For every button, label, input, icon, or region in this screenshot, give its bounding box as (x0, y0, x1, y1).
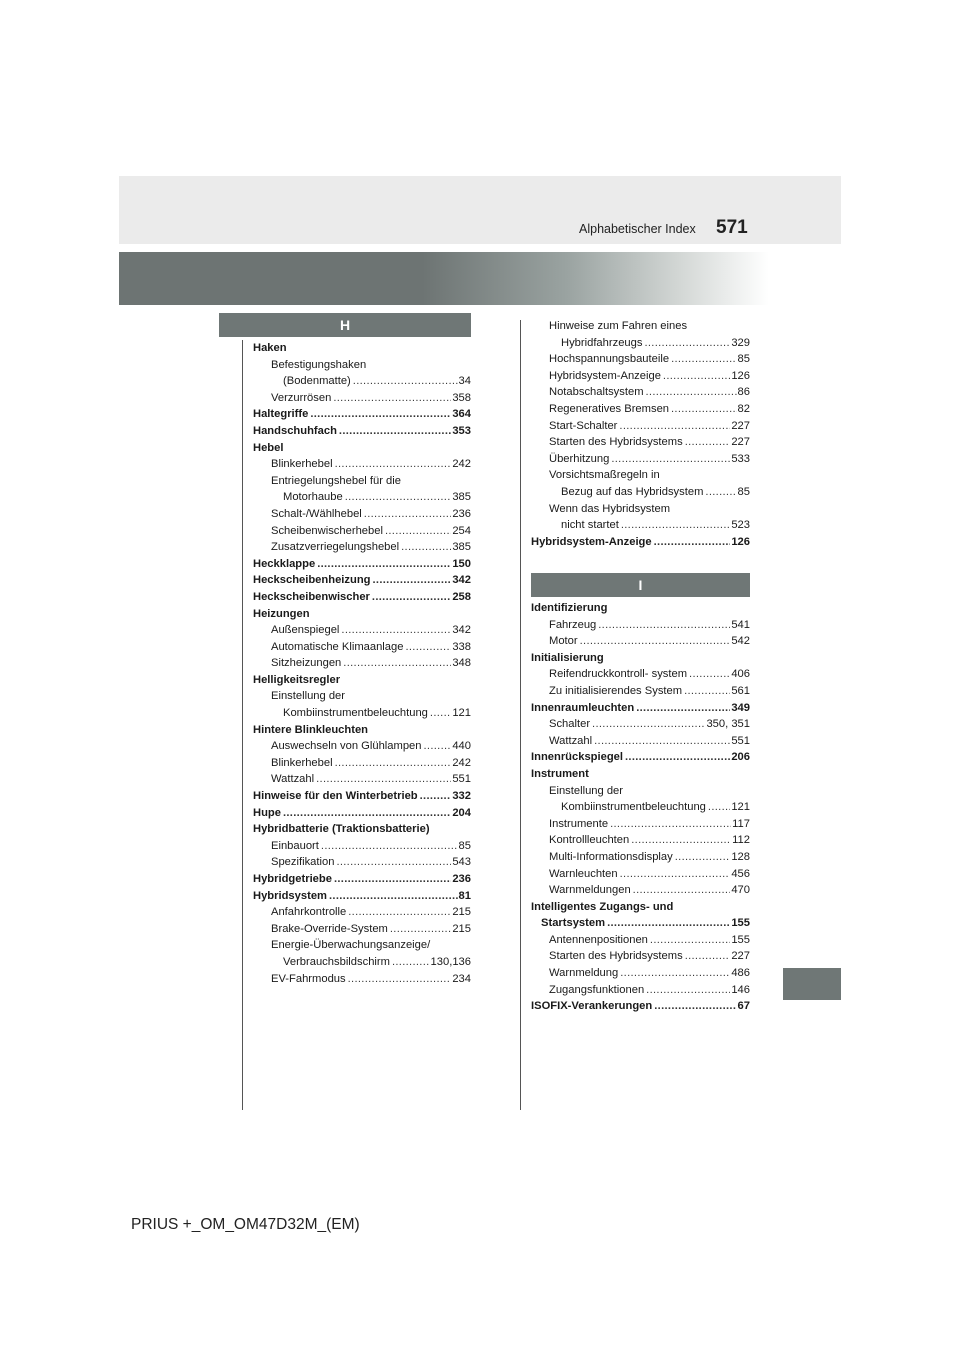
dot-leader (392, 954, 430, 971)
index-term: Haken (253, 342, 287, 354)
index-term: Entriegelungshebel für die (271, 474, 401, 487)
index-term: Initialisierung (531, 651, 604, 664)
page-reference: 332 (452, 790, 471, 803)
index-term: Innenrückspiegel (531, 751, 624, 764)
index-term: Hochspannungsbauteile (549, 353, 670, 366)
dot-leader (373, 572, 452, 589)
index-term: Hybridfahrzeugs (561, 336, 643, 349)
index-entry (253, 904, 471, 921)
index-entry (253, 954, 471, 971)
index-entry (253, 937, 471, 954)
index-term: Kombiinstrumentbeleuchtung (561, 801, 706, 814)
index-entry (253, 888, 471, 905)
index-term: Notabschaltsystem (549, 386, 644, 399)
page-reference: 349 (731, 701, 750, 714)
page-reference: 130,136 (430, 955, 471, 968)
page-reference: 329 (731, 336, 750, 349)
index-term: Kombiinstrumentbeleuchtung (283, 707, 428, 720)
dot-leader (654, 998, 736, 1015)
index-entry (253, 406, 471, 423)
dot-leader (654, 534, 731, 551)
dot-leader (671, 351, 736, 368)
index-entry (253, 539, 471, 556)
index-entry (531, 517, 750, 534)
page-reference: 242 (452, 756, 471, 769)
index-term: Verbrauchsbildschirm (283, 955, 390, 968)
index-term: Wattzahl (271, 773, 315, 786)
page-reference: 126 (731, 535, 750, 548)
index-column-right-bottom (531, 600, 750, 1015)
index-term: Automatische Klimaanlage (271, 640, 404, 653)
index-term: nicht startet (561, 519, 619, 532)
index-entry (531, 650, 750, 667)
index-entry (253, 871, 471, 888)
dot-leader (636, 700, 730, 717)
index-entry (253, 489, 471, 506)
page-reference: 227 (731, 436, 750, 449)
index-term: Wattzahl (549, 734, 593, 747)
dot-leader (607, 915, 730, 932)
page-reference: 523 (731, 519, 750, 532)
dot-leader (317, 556, 451, 573)
index-term: Schalt-/Wählhebel (271, 507, 362, 520)
dot-leader (401, 539, 451, 556)
page-reference: 121 (452, 707, 471, 720)
index-entry (253, 357, 471, 374)
index-term: Zu initialisierendes System (549, 684, 683, 697)
index-term: Hybridsystem-Anzeige (549, 369, 661, 382)
index-entry (253, 390, 471, 407)
page-reference: 551 (452, 773, 471, 786)
index-term: Warnmeldungen (549, 884, 631, 897)
index-entry (253, 821, 471, 838)
index-term: Auswechseln von Glühlampen (271, 740, 422, 753)
index-entry (531, 318, 750, 335)
index-term: Heckscheibenheizung (253, 574, 371, 587)
index-entry (531, 733, 750, 750)
index-term: Einstellung der (271, 690, 346, 703)
page-reference: 543 (452, 856, 471, 869)
dot-leader (646, 982, 730, 999)
dot-leader (353, 373, 458, 390)
dot-leader (619, 418, 730, 435)
page-reference: 117 (732, 817, 750, 830)
page-reference: 541 (731, 618, 750, 631)
page-reference: 353 (452, 424, 471, 437)
section-heading-h: H (219, 313, 471, 337)
index-term: Spezifikation (271, 856, 335, 869)
index-entry (531, 335, 750, 352)
index-term: Hinweise zum Fahren eines (549, 320, 688, 332)
index-term: Heckscheibenwischer (253, 590, 370, 603)
index-term: ISOFIX-Verankerungen (531, 1000, 653, 1013)
page-reference: 364 (452, 408, 471, 421)
index-entry (531, 633, 750, 650)
page-reference: 126 (731, 369, 750, 382)
index-entry (253, 738, 471, 755)
page-reference: 234 (452, 972, 471, 985)
index-entry (253, 589, 471, 606)
index-entry (253, 838, 471, 855)
dot-leader (598, 617, 730, 634)
index-entry (253, 755, 471, 772)
middle-column-rule (520, 320, 521, 1110)
dot-leader (345, 489, 452, 506)
page-reference: 385 (452, 491, 471, 504)
index-entry (531, 351, 750, 368)
index-term: Instrumente (549, 817, 609, 830)
index-term: Zusatzverriegelungshebel (271, 541, 400, 554)
page-reference: 385 (452, 541, 471, 554)
index-entry (531, 882, 750, 899)
page-reference: 440 (452, 740, 471, 753)
index-term: Brake-Override-System (271, 922, 388, 935)
index-term: Warnleuchten (549, 867, 618, 880)
index-term: Zugangsfunktionen (549, 983, 645, 996)
page-reference: 258 (452, 590, 471, 603)
index-entry (531, 866, 750, 883)
index-term: Multi-Informationsdisplay (549, 850, 673, 863)
index-entry (531, 749, 750, 766)
chapter-banner (119, 252, 841, 305)
index-term: Einstellung der (549, 784, 624, 797)
index-entry (531, 368, 750, 385)
index-term: Instrument (531, 767, 589, 780)
index-term: Fahrzeug (549, 618, 597, 631)
page-number: 571 (716, 217, 748, 238)
index-term: Warnmeldung (549, 967, 619, 980)
page-reference: 34 (458, 375, 471, 388)
dot-leader (684, 683, 730, 700)
index-entry (253, 622, 471, 639)
page-reference: 155 (731, 917, 750, 930)
index-entry (531, 666, 750, 683)
index-entry (253, 556, 471, 573)
dot-leader (336, 854, 451, 871)
index-entry (253, 473, 471, 490)
index-entry (253, 340, 471, 357)
index-term: Außenspiegel (271, 624, 340, 637)
dot-leader (705, 484, 736, 501)
dot-leader (685, 948, 731, 965)
index-entry (253, 921, 471, 938)
page-reference: 86 (737, 386, 750, 399)
index-entry (253, 423, 471, 440)
index-term: Heckklappe (253, 557, 316, 570)
dot-leader (405, 639, 451, 656)
index-term: Einbauort (271, 839, 319, 852)
index-entry (531, 700, 750, 717)
dot-leader (372, 589, 451, 606)
dot-leader (335, 755, 452, 772)
dot-leader (420, 788, 452, 805)
index-entry (253, 705, 471, 722)
dot-leader (671, 401, 737, 418)
page-reference: 358 (452, 391, 471, 404)
page-reference: 350, 351 (706, 718, 750, 731)
page-reference: 112 (732, 834, 750, 847)
page-reference: 486 (731, 967, 750, 980)
page-reference: 204 (452, 806, 471, 819)
dot-leader (631, 832, 731, 849)
index-entry (531, 799, 750, 816)
page-reference: 342 (452, 574, 471, 587)
index-entry (531, 716, 750, 733)
dot-leader (390, 921, 451, 938)
index-term: Verzurrösen (271, 391, 332, 404)
index-entry (531, 434, 750, 451)
index-entry (253, 606, 471, 623)
dot-leader (424, 738, 452, 755)
index-entry (531, 617, 750, 634)
dot-leader (689, 666, 730, 683)
dot-leader (385, 523, 451, 540)
index-term: Hinweise für den Winterbetrieb (253, 790, 418, 803)
page-reference: 206 (731, 751, 750, 764)
page-reference: 155 (731, 933, 750, 946)
index-entry (531, 849, 750, 866)
index-term: Starten des Hybridsystems (549, 436, 683, 449)
index-term: Hintere Blinkleuchten (253, 723, 369, 736)
page-reference: 242 (452, 458, 471, 471)
index-entry (253, 854, 471, 871)
index-entry (253, 771, 471, 788)
index-term: Anfahrkontrolle (271, 906, 347, 919)
page-reference: 81 (458, 889, 471, 902)
index-term: Haltegriffe (253, 408, 309, 421)
index-entry (531, 451, 750, 468)
index-term: Kontrollleuchten (549, 834, 630, 847)
index-entry (531, 418, 750, 435)
index-term: Wenn das Hybridsystem (549, 502, 671, 515)
page-reference: 342 (452, 624, 471, 637)
index-term: Hupe (253, 806, 281, 819)
page-reference: 85 (737, 353, 750, 366)
index-entry (531, 766, 750, 783)
page-reference: 533 (731, 452, 750, 465)
index-entry (531, 534, 750, 551)
index-term: Intelligentes Zugangs- und (531, 900, 674, 913)
index-entry (253, 373, 471, 390)
index-term: Blinkerhebel (271, 756, 333, 769)
page-reference: 348 (452, 657, 471, 670)
page-reference: 227 (731, 950, 750, 963)
dot-leader (685, 434, 731, 451)
index-entry (531, 998, 750, 1015)
page-reference: 551 (731, 734, 750, 747)
index-term: Heizungen (253, 607, 310, 620)
index-entry (531, 932, 750, 949)
page-reference: 128 (731, 850, 750, 863)
page-reference: 150 (452, 557, 471, 570)
index-entry (531, 501, 750, 518)
dot-leader (430, 705, 451, 722)
dot-leader (646, 384, 737, 401)
index-entry (253, 440, 471, 457)
index-term: Hybridgetriebe (253, 873, 332, 885)
index-term: Energie-Überwachungsanzeige/ (271, 939, 431, 952)
index-term: Helligkeitsregler (253, 673, 341, 686)
index-term: Handschuhfach (253, 424, 337, 437)
index-column-right-top (531, 318, 750, 550)
index-term: Vorsichtsmaßregeln in (549, 469, 660, 482)
index-entry (531, 982, 750, 999)
dot-leader (335, 456, 452, 473)
dot-leader (348, 971, 452, 988)
index-entry (253, 572, 471, 589)
index-term: Motor (549, 635, 578, 648)
page-reference: 338 (452, 640, 471, 653)
dot-leader (621, 517, 731, 534)
index-entry (253, 672, 471, 689)
page-reference: 470 (731, 884, 750, 897)
index-entry (253, 688, 471, 705)
section-heading-i: I (531, 573, 750, 597)
index-term: Identifizierung (531, 602, 608, 614)
page-reference: 236 (452, 873, 471, 885)
index-entry (531, 832, 750, 849)
index-entry (531, 600, 750, 617)
index-column-left (253, 340, 471, 987)
page-reference: 254 (452, 524, 471, 537)
index-term: Sitzheizungen (271, 657, 342, 670)
dot-leader (310, 406, 451, 423)
dot-leader (633, 882, 731, 899)
page-reference: 227 (731, 419, 750, 432)
index-term: Hybridbatterie (Traktionsbatterie) (253, 823, 430, 836)
index-entry (253, 722, 471, 739)
index-entry (253, 639, 471, 656)
index-term: Hybridsystem-Anzeige (531, 535, 652, 548)
dot-leader (708, 799, 730, 816)
dot-leader (644, 335, 730, 352)
index-term: Überhitzung (549, 452, 610, 465)
page-reference: 85 (737, 485, 750, 498)
page-reference: 561 (731, 684, 750, 697)
index-term: Blinkerhebel (271, 458, 333, 471)
dot-leader (348, 904, 451, 921)
page-reference: 85 (458, 839, 471, 852)
dot-leader (650, 932, 730, 949)
index-entry (253, 456, 471, 473)
page-reference: 67 (737, 1000, 750, 1013)
page-reference: 82 (737, 402, 750, 415)
dot-leader (592, 716, 705, 733)
dot-leader (329, 888, 458, 905)
page-reference: 215 (452, 922, 471, 935)
index-term: Regeneratives Bremsen (549, 402, 670, 415)
index-term: Reifendruckkontroll- system (549, 668, 688, 681)
dot-leader (364, 506, 452, 523)
dot-leader (316, 771, 451, 788)
index-entry (253, 788, 471, 805)
page-reference: 236 (452, 507, 471, 520)
index-entry (253, 523, 471, 540)
index-entry (531, 783, 750, 800)
index-term: Hebel (253, 441, 284, 454)
index-entry (253, 655, 471, 672)
dot-leader (334, 871, 451, 888)
dot-leader (620, 965, 730, 982)
index-entry (531, 948, 750, 965)
dot-leader (321, 838, 458, 855)
index-entry (531, 484, 750, 501)
dot-leader (333, 390, 451, 407)
header-title: Alphabetischer Index (579, 222, 696, 236)
page-reference: 215 (452, 906, 471, 919)
page-reference: 406 (731, 668, 750, 681)
dot-leader (620, 866, 731, 883)
index-entry (531, 915, 750, 932)
index-term: Hybridsystem (253, 889, 327, 902)
index-entry (531, 401, 750, 418)
index-term: Scheibenwischerhebel (271, 524, 383, 537)
dot-leader (675, 849, 731, 866)
page-reference: 121 (731, 801, 750, 814)
index-entry (253, 971, 471, 988)
dot-leader (625, 749, 730, 766)
chapter-tab (783, 968, 841, 1000)
page-reference: 542 (731, 635, 750, 648)
index-term: Befestigungshaken (271, 358, 367, 371)
index-term: Startsystem (541, 917, 606, 930)
dot-leader (594, 733, 730, 750)
index-term: Innenraumleuchten (531, 701, 635, 714)
index-term: Motorhaube (283, 491, 343, 504)
index-entry (253, 805, 471, 822)
dot-leader (580, 633, 731, 650)
dot-leader (611, 451, 730, 468)
index-entry (531, 467, 750, 484)
index-term: Starten des Hybridsystems (549, 950, 683, 963)
index-term: Bezug auf das Hybridsystem (561, 485, 704, 498)
index-term: Schalter (549, 718, 591, 731)
index-entry (253, 506, 471, 523)
dot-leader (283, 805, 451, 822)
dot-leader (341, 622, 451, 639)
index-term: (Bodenmatte) (283, 375, 351, 388)
index-entry (531, 683, 750, 700)
index-term: EV-Fahrmodus (271, 972, 346, 985)
page-reference: 146 (731, 983, 750, 996)
index-term: Antennenpositionen (549, 933, 648, 946)
index-entry (531, 384, 750, 401)
index-entry (531, 816, 750, 833)
dot-leader (610, 816, 731, 833)
left-column-rule (242, 340, 243, 1110)
dot-leader (339, 423, 451, 440)
dot-leader (343, 655, 451, 672)
index-entry (531, 899, 750, 916)
index-term: Start-Schalter (549, 419, 618, 432)
dot-leader (663, 368, 730, 385)
page-reference: 456 (731, 867, 750, 880)
index-entry (531, 965, 750, 982)
document-code: PRIUS +_OM_OM47D32M_(EM) (131, 1216, 360, 1233)
